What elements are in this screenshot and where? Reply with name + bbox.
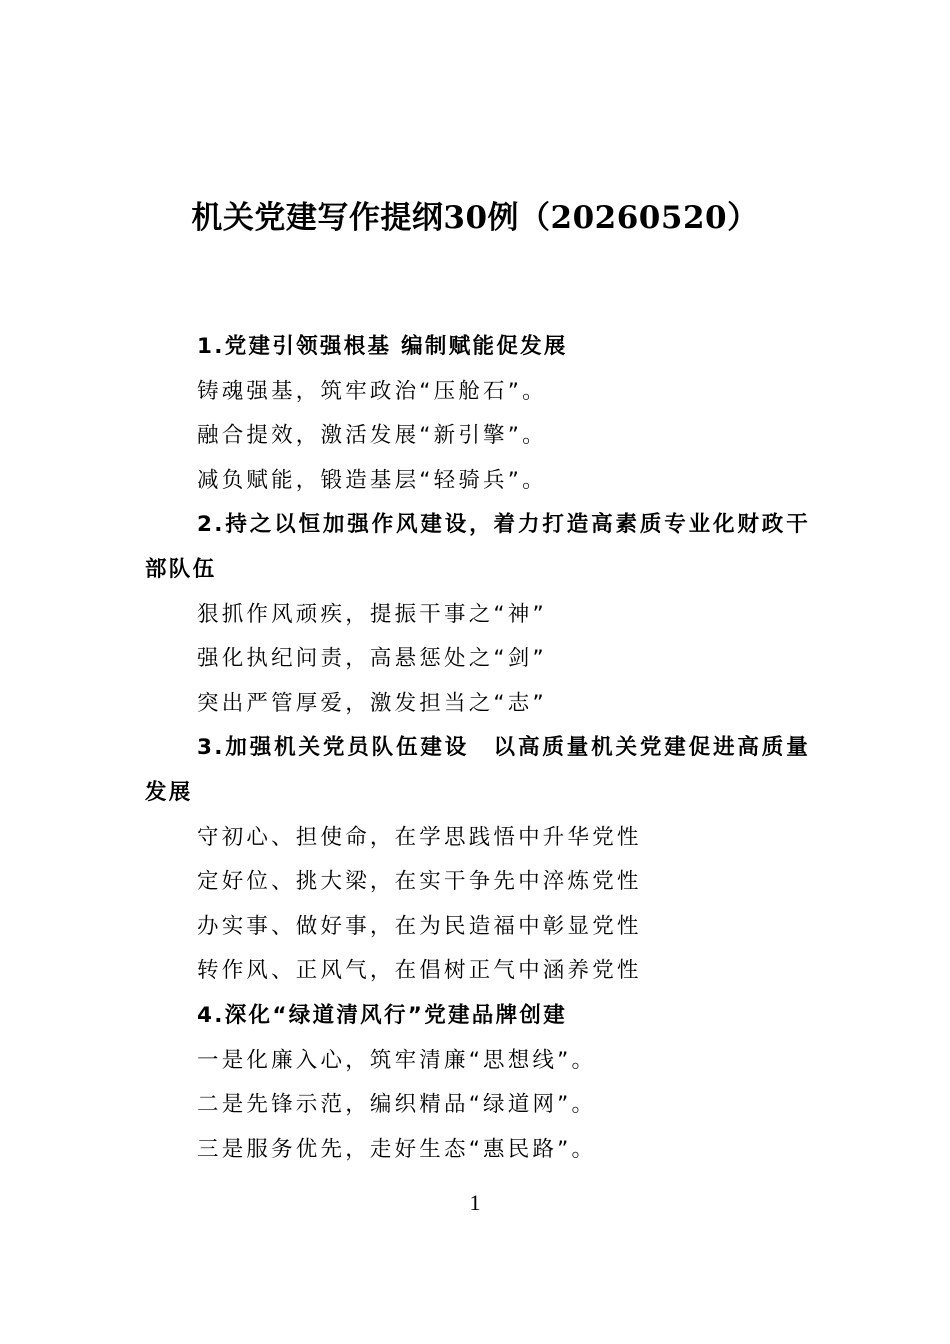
section-2-item-1: 狠抓作风顽疾，提振干事之“神” <box>197 601 547 627</box>
section-2-item-2: 强化执纪问责，高悬惩处之“剑” <box>197 646 547 672</box>
document-title: 机关党建写作提纲30例（20260520） <box>191 200 759 236</box>
section-3-item-4: 转作风、正风气，在倡树正气中涵养党性 <box>197 958 642 984</box>
page-number: 1 <box>469 1190 481 1215</box>
section-heading-1: 1.党建引领强根基 编制赋能促发展 <box>197 334 568 359</box>
section-1-item-1: 铸魂强基，筑牢政治“压舱石”。 <box>197 378 547 404</box>
section-4-item-3: 三是服务优先，走好生态“惠民路”。 <box>197 1136 597 1162</box>
section-1-item-3: 减负赋能，锻造基层“轻骑兵”。 <box>197 467 547 493</box>
section-2-item-3: 突出严管厚爱，激发担当之“志” <box>197 690 547 716</box>
section-1-item-2: 融合提效，激活发展“新引擎”。 <box>197 423 547 449</box>
section-heading-3: 3.加强机关党员队伍建设 以高质量机关党建促进高质量发展 <box>145 735 810 805</box>
section-4-item-1: 一是化廉入心，筑牢清廉“思想线”。 <box>197 1047 597 1073</box>
document-body <box>145 325 810 1172</box>
section-3-item-3: 办实事、做好事，在为民造福中彰显党性 <box>197 913 642 939</box>
section-3-item-1: 守初心、担使命，在学思践悟中升华党性 <box>197 824 642 850</box>
section-4-item-2: 二是先锋示范，编织精品“绿道网”。 <box>197 1092 597 1118</box>
section-3-item-2: 定好位、挑大梁，在实干争先中淬炼党性 <box>197 869 642 895</box>
section-heading-4: 4.深化“绿道清风行”党建品牌创建 <box>197 1002 567 1028</box>
section-heading-2: 2.持之以恒加强作风建设，着力打造高素质专业化财政干部队伍 <box>145 512 810 582</box>
